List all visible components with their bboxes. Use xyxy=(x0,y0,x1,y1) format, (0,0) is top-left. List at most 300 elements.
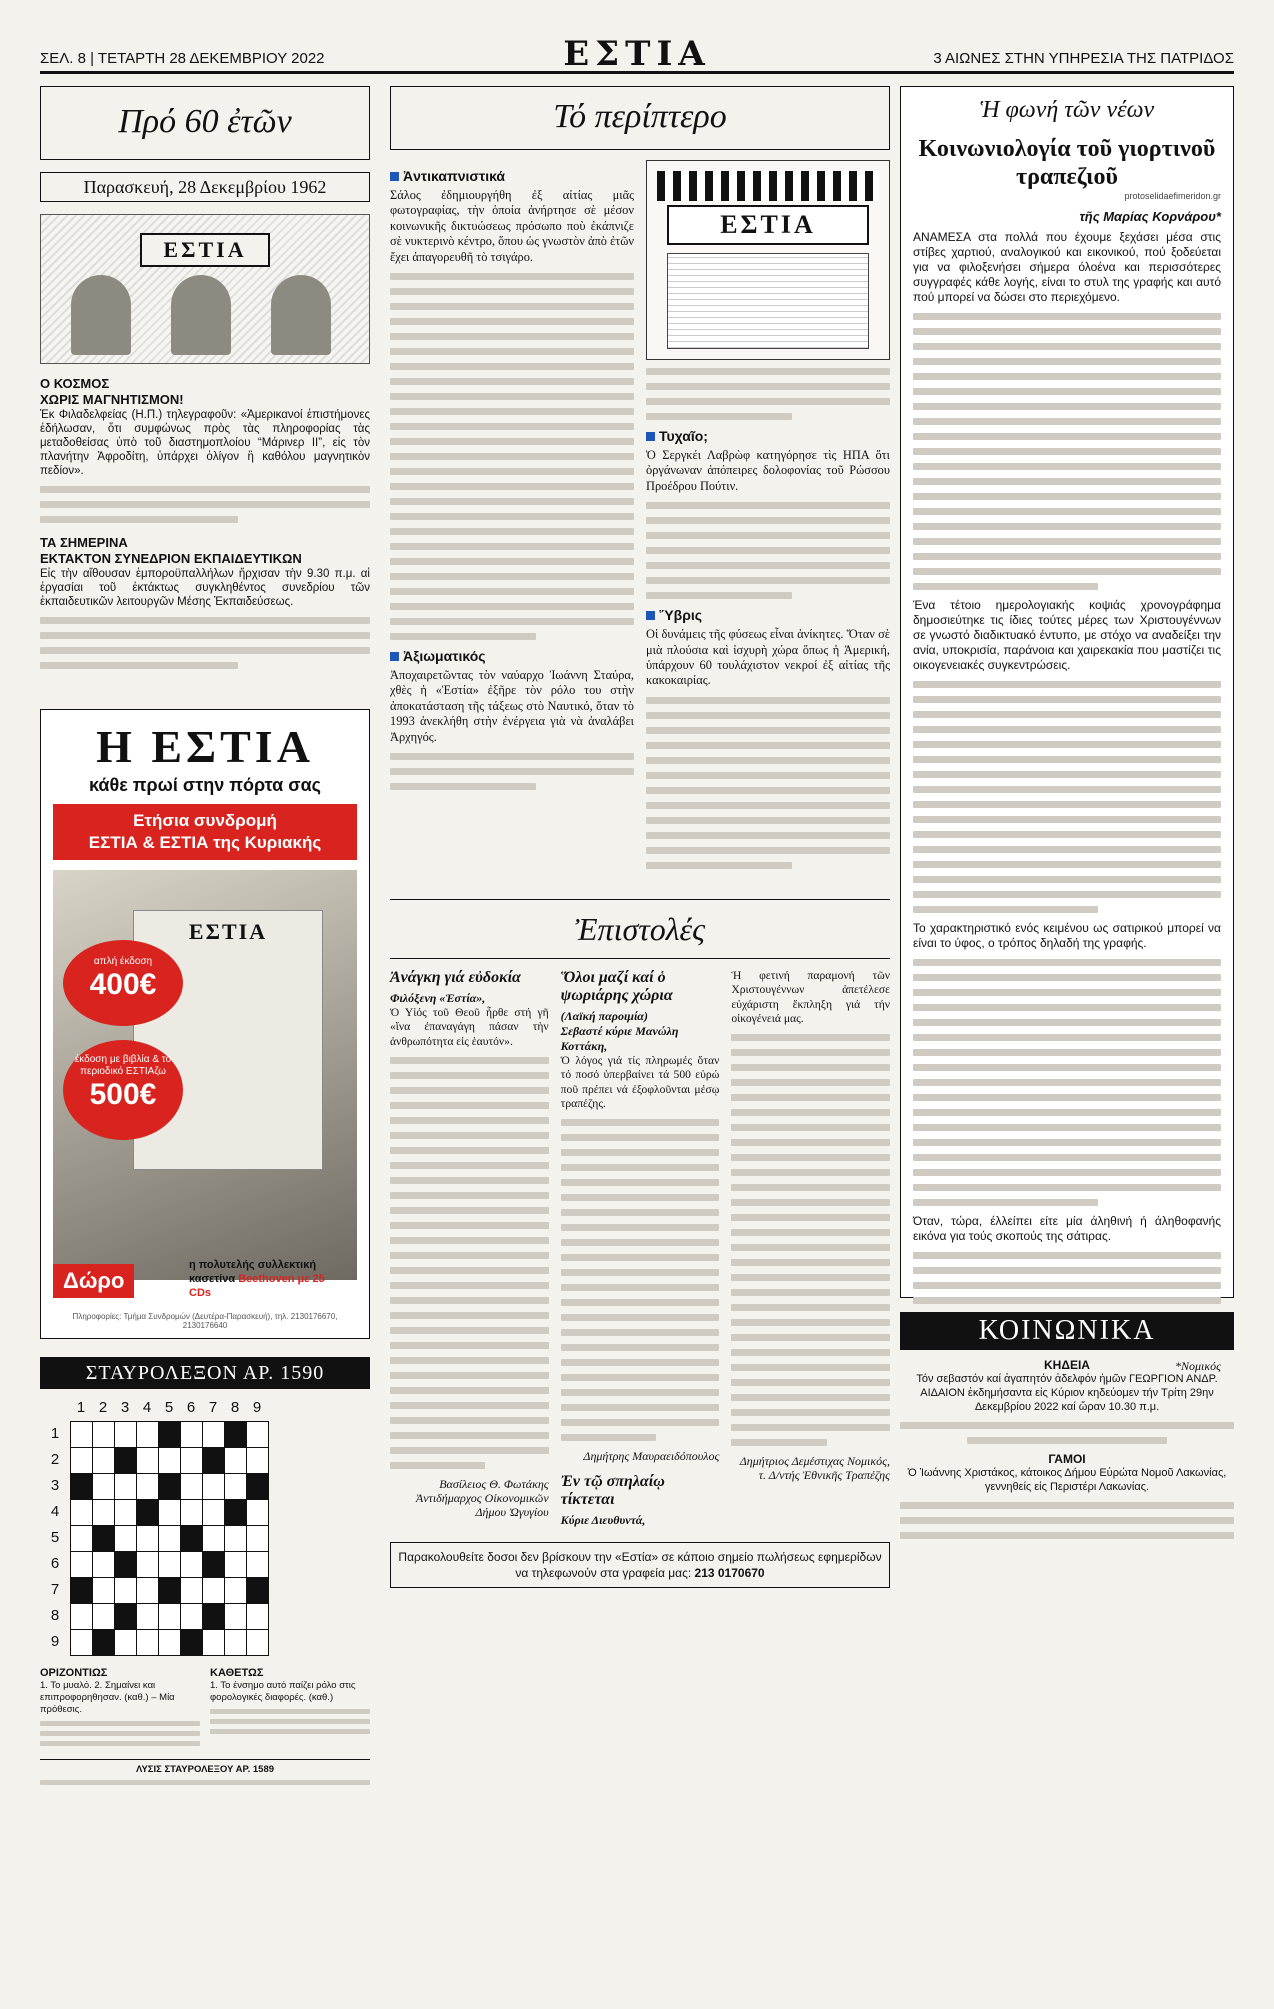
text-placeholder xyxy=(913,786,1221,793)
newspaper-motto: 3 ΑΙΩΝΕΣ ΣΤΗΝ ΥΠΗΡΕΣΙΑ ΤΗΣ ΠΑΤΡΙΔΟΣ xyxy=(933,50,1234,67)
kiosk-s2-label: Ἀξιωματικός xyxy=(403,648,486,665)
text-placeholder xyxy=(390,633,536,640)
price-value: 500€ xyxy=(89,1078,157,1111)
crossword-cell[interactable] xyxy=(180,1473,203,1500)
text-placeholder xyxy=(561,1224,720,1231)
letter-2 xyxy=(561,969,720,1529)
column-number: 1 xyxy=(76,1399,86,1416)
text-placeholder xyxy=(561,1314,720,1321)
pro60-item2-body: Εἰς τὴν αἴθουσαν ἐμποροϋπαλλήλων ἤρχισαν τὴν 9.30 π.μ. αἱ ἐργασίαι τοῦ ἐκτάκτως συγκληθέντος συνεδρίου τῶν ἐκπαιδευτικῶν λειτουργῶν Μέσης Ἐκπαιδεύσεως. xyxy=(40,568,370,608)
text-placeholder xyxy=(561,1149,720,1156)
text-placeholder xyxy=(390,1357,549,1364)
crossword-cell[interactable] xyxy=(224,1525,247,1552)
column-number: 5 xyxy=(164,1399,174,1416)
text-placeholder xyxy=(913,523,1221,530)
crossword-block xyxy=(246,1577,269,1604)
text-placeholder xyxy=(913,861,1221,868)
engraving-banner: ΕΣΤΙΑ xyxy=(140,233,270,267)
crossword-cell[interactable] xyxy=(202,1421,225,1448)
text-placeholder xyxy=(210,1719,370,1724)
crossword-cell[interactable] xyxy=(180,1447,203,1474)
text-placeholder xyxy=(561,1404,720,1411)
text-placeholder xyxy=(731,1184,890,1191)
kiosk-illustration xyxy=(646,160,890,360)
text-placeholder xyxy=(646,383,890,390)
crossword-cell[interactable] xyxy=(70,1499,93,1526)
funeral-heading: ΚΗΔΕΙΑ xyxy=(1044,1358,1090,1372)
text-placeholder xyxy=(913,1004,1221,1011)
kiosk-s2-title xyxy=(390,648,634,664)
letter2-body: Ὁ λόγος γιά τίς πληρωμές ὅταν τό ποσό ὑπερβαίνει τά 500 εὐρώ ποῦ πρέπει νά ἐξοφλοῦνται μέσῳ τραπέζης. xyxy=(560,1053,720,1111)
crossword-cell[interactable] xyxy=(136,1603,159,1630)
text-placeholder xyxy=(900,1532,1234,1539)
text-placeholder xyxy=(731,1034,890,1041)
text-placeholder xyxy=(900,1502,1234,1509)
crossword-cell[interactable] xyxy=(224,1551,247,1578)
letters-body xyxy=(390,969,890,1529)
crossword-cell[interactable] xyxy=(70,1551,93,1578)
crossword-cell[interactable] xyxy=(246,1525,269,1552)
text-placeholder xyxy=(731,1214,890,1221)
pro60-item2-head2: ΕΚΤΑΚΤΟΝ ΣΥΝΕΔΡΙΟΝ ΕΚΠΑΙΔΕΥΤΙΚΩΝ xyxy=(40,551,302,566)
text-placeholder xyxy=(646,502,890,509)
text-placeholder xyxy=(561,1344,720,1351)
crossword-cell[interactable] xyxy=(224,1629,247,1656)
row-number: 8 xyxy=(50,1607,60,1624)
text-placeholder xyxy=(646,577,890,584)
crossword-cell[interactable] xyxy=(202,1577,225,1604)
crossword-cell[interactable] xyxy=(158,1603,181,1630)
kiosk-body xyxy=(390,160,890,877)
row-number: 5 xyxy=(50,1529,60,1546)
crossword-cell[interactable] xyxy=(114,1499,137,1526)
text-placeholder xyxy=(731,1364,890,1371)
text-placeholder xyxy=(390,1072,549,1079)
crossword-block xyxy=(136,1499,159,1526)
crossword-cell[interactable] xyxy=(180,1499,203,1526)
text-placeholder xyxy=(40,617,370,624)
ad-band-line1: Ετήσια συνδρομή xyxy=(133,811,277,830)
crossword-grid[interactable] xyxy=(40,1395,370,1655)
text-placeholder xyxy=(390,1177,549,1184)
notice-text: Παρακολουθείτε δοσοι δεν βρίσκουν την «Εστία» σε κάποιο σημείο πωλήσεως εφημερίδων να τηλεφωνούν στα γραφεία μας: xyxy=(398,1550,882,1581)
text-placeholder xyxy=(40,647,370,654)
text-placeholder xyxy=(40,501,370,508)
crossword-cell[interactable] xyxy=(92,1603,115,1630)
crossword-cell[interactable] xyxy=(158,1629,181,1656)
subscription-ad[interactable] xyxy=(40,709,370,1339)
pro60-item1-head1: Ο ΚΟΣΜΟΣ xyxy=(40,376,110,391)
text-placeholder xyxy=(561,1299,720,1306)
clues-across xyxy=(40,1667,200,1751)
crossword-cell[interactable] xyxy=(180,1603,203,1630)
text-placeholder xyxy=(731,1124,890,1131)
social-title: ΚΟΙΝΩΝΙΚΑ xyxy=(900,1312,1234,1350)
row-number: 9 xyxy=(50,1633,60,1650)
letter3-salute: Κύριε Διευθυντά, xyxy=(560,1513,646,1528)
text-placeholder xyxy=(390,1327,549,1334)
text-placeholder xyxy=(390,558,634,565)
crossword-cell[interactable] xyxy=(70,1603,93,1630)
text-placeholder xyxy=(646,517,890,524)
left-column xyxy=(40,86,370,1789)
text-placeholder xyxy=(646,772,890,779)
text-placeholder xyxy=(390,1387,549,1394)
clues-down xyxy=(210,1667,370,1751)
text-placeholder xyxy=(390,333,634,340)
text-placeholder xyxy=(913,1199,1098,1206)
text-placeholder xyxy=(646,413,792,420)
social-section xyxy=(900,1312,1234,1539)
crossword-block xyxy=(180,1525,203,1552)
voice-para4: Όταν, τώρα, έλλείπει είτε μία άληθινή ή άληθοφανής εικόνα για τούς σκοπούς της σάτιρας. xyxy=(913,1214,1221,1243)
text-placeholder xyxy=(646,832,890,839)
text-placeholder xyxy=(731,1154,890,1161)
crossword-block xyxy=(92,1629,115,1656)
letter2-salute: Σεβαστέ κύριε Μανώλη Κοττάκη, xyxy=(560,1023,679,1053)
crossword-cell[interactable] xyxy=(224,1577,247,1604)
pro60-item2-head1: ΤΑ ΣΗΜΕΡΙΝΑ xyxy=(40,535,128,550)
text-placeholder xyxy=(913,373,1221,380)
ad-band xyxy=(53,804,357,860)
crossword-cell[interactable] xyxy=(136,1577,159,1604)
column-number: 7 xyxy=(208,1399,218,1416)
voice-kicker: Ἡ φωνή τῶν νέων xyxy=(979,97,1155,123)
letter-3 xyxy=(731,969,890,1529)
crossword-cell[interactable] xyxy=(92,1551,115,1578)
crossword-block xyxy=(158,1421,181,1448)
voice-para3: Το χαρακτηριστικό ενός κειμένου ως σατιρικού μπορεί να είναι το ύφος, ο τρόπος δηλαδή της γραφής. xyxy=(913,921,1221,950)
kiosk-sign: ΕΣΤΙΑ xyxy=(667,205,869,245)
text-placeholder xyxy=(561,1359,720,1366)
crossword-block xyxy=(114,1447,137,1474)
text-placeholder xyxy=(390,1252,549,1259)
crossword-cell[interactable] xyxy=(136,1473,159,1500)
crossword-block xyxy=(202,1447,225,1474)
text-placeholder xyxy=(646,787,890,794)
text-placeholder xyxy=(731,1334,890,1341)
text-placeholder xyxy=(390,1432,549,1439)
crossword-cell[interactable] xyxy=(136,1525,159,1552)
crossword-cell[interactable] xyxy=(136,1629,159,1656)
text-placeholder xyxy=(913,403,1221,410)
ad-slogan: κάθε πρωί στην πόρτα σας xyxy=(88,775,321,795)
text-placeholder xyxy=(390,1207,549,1214)
row-number: 4 xyxy=(50,1503,60,1520)
text-placeholder xyxy=(390,1087,549,1094)
text-placeholder xyxy=(390,1402,549,1409)
text-placeholder xyxy=(40,632,370,639)
newspaper-title: ΕΣΤΙΑ xyxy=(563,34,711,74)
crossword-cell[interactable] xyxy=(92,1421,115,1448)
text-placeholder xyxy=(561,1239,720,1246)
price-badge-premium xyxy=(63,1040,183,1140)
crossword-cell[interactable] xyxy=(246,1421,269,1448)
price-label: έκδοση με βιβλία & το περιοδικό ΕΣΤΙΑζω xyxy=(74,1054,172,1077)
crossword-cell[interactable] xyxy=(92,1577,115,1604)
crossword-block xyxy=(70,1577,93,1604)
text-placeholder xyxy=(390,1312,549,1319)
crossword-cell[interactable] xyxy=(136,1447,159,1474)
across-clue-text: 1. Το μυαλό. 2. Σημαίνει και επιπροφορηθησαν. (καθ.) – Μία πρόθεσις. xyxy=(40,1680,175,1715)
text-placeholder xyxy=(40,1780,370,1785)
crossword-cell[interactable] xyxy=(246,1499,269,1526)
text-placeholder xyxy=(913,478,1221,485)
crossword-cell[interactable] xyxy=(158,1525,181,1552)
crossword-cell[interactable] xyxy=(70,1525,93,1552)
crossword-block xyxy=(202,1551,225,1578)
text-placeholder xyxy=(913,974,1221,981)
text-placeholder xyxy=(561,1194,720,1201)
crossword-cell[interactable] xyxy=(202,1525,225,1552)
text-placeholder xyxy=(913,1064,1221,1071)
crossword-cell[interactable] xyxy=(224,1447,247,1474)
middle-column xyxy=(390,86,890,1588)
text-placeholder xyxy=(913,1094,1221,1101)
kiosk-s3-title xyxy=(646,428,890,444)
pro60-item1-heading xyxy=(40,376,370,408)
crossword-cell[interactable] xyxy=(114,1473,137,1500)
kiosk-s1-label: Ἀντικαπνιστικά xyxy=(403,168,506,184)
crossword-cell[interactable] xyxy=(92,1499,115,1526)
text-placeholder xyxy=(731,1064,890,1071)
text-placeholder xyxy=(913,711,1221,718)
text-placeholder xyxy=(900,1422,1234,1429)
crossword-title: ΣΤΑΥΡΟΛΕΞΟΝ ΑΡ. 1590 xyxy=(40,1357,370,1389)
text-placeholder xyxy=(913,891,1221,898)
kiosk-s1-body: Σάλος ἐδημιουργήθη ἐξ αἰτίας μιᾶς φωτογραφίας, τὴν ὁποία ἀνήρτησε σὲ μέσον κοινωνικῆς δικτυώσεως πρόσωπο ποὺ ἐκάπνιζε σὲ νυκτερινὸ κέντρο, ὅπου ὡς γνωστὸν ἀπὸ ἐτῶν ἔχει ἀπαγορευθῆ τὸ τσιγάρο. xyxy=(390,188,634,264)
crossword-cell[interactable] xyxy=(158,1447,181,1474)
crossword-cell[interactable] xyxy=(246,1447,269,1474)
text-placeholder xyxy=(731,1199,890,1206)
text-placeholder xyxy=(390,498,634,505)
text-placeholder xyxy=(913,756,1221,763)
text-placeholder xyxy=(913,553,1221,560)
text-placeholder xyxy=(646,697,890,704)
crossword-block xyxy=(224,1499,247,1526)
crossword-solution xyxy=(40,1759,370,1785)
text-placeholder xyxy=(390,543,634,550)
engraving-figure xyxy=(271,275,331,355)
crossword-cell[interactable] xyxy=(158,1551,181,1578)
text-placeholder xyxy=(913,1139,1221,1146)
source-watermark: protoselidaefimeridon.gr xyxy=(1124,191,1221,201)
gift-description xyxy=(189,1258,349,1300)
letter2-signature: Δημήτρης Μαυραειδόπουλος xyxy=(583,1449,720,1464)
text-placeholder xyxy=(210,1709,370,1714)
text-placeholder xyxy=(390,318,634,325)
crossword-cell[interactable] xyxy=(246,1629,269,1656)
text-placeholder xyxy=(390,1342,549,1349)
text-placeholder xyxy=(646,547,890,554)
crossword-cell[interactable] xyxy=(136,1421,159,1448)
text-placeholder xyxy=(561,1329,720,1336)
crossword-cell[interactable] xyxy=(70,1421,93,1448)
text-placeholder xyxy=(646,562,890,569)
text-placeholder xyxy=(913,846,1221,853)
text-placeholder xyxy=(561,1209,720,1216)
text-placeholder xyxy=(390,1162,549,1169)
contact-notice xyxy=(390,1542,890,1588)
kiosk-left xyxy=(390,160,634,877)
crossword-block xyxy=(70,1473,93,1500)
text-placeholder xyxy=(390,483,634,490)
text-placeholder xyxy=(390,1057,549,1064)
text-placeholder xyxy=(913,1019,1221,1026)
crossword-cell[interactable] xyxy=(114,1421,137,1448)
text-placeholder xyxy=(561,1134,720,1141)
crossword-cell[interactable] xyxy=(224,1603,247,1630)
text-placeholder xyxy=(646,712,890,719)
crossword-cell[interactable] xyxy=(202,1473,225,1500)
text-placeholder xyxy=(913,1252,1221,1259)
text-placeholder xyxy=(731,1274,890,1281)
text-placeholder xyxy=(561,1119,720,1126)
text-placeholder xyxy=(646,592,792,599)
text-placeholder xyxy=(913,959,1221,966)
text-placeholder xyxy=(731,1349,890,1356)
engraving-figure xyxy=(171,275,231,355)
text-placeholder xyxy=(913,493,1221,500)
text-placeholder xyxy=(731,1424,890,1431)
text-placeholder xyxy=(731,1244,890,1251)
crossword-cell[interactable] xyxy=(158,1499,181,1526)
row-number: 3 xyxy=(50,1477,60,1494)
text-placeholder xyxy=(913,816,1221,823)
crossword-cell[interactable] xyxy=(70,1629,93,1656)
text-placeholder xyxy=(561,1254,720,1261)
crossword-cell[interactable] xyxy=(180,1551,203,1578)
text-placeholder xyxy=(900,1517,1234,1524)
text-placeholder xyxy=(390,1447,549,1454)
kiosk-title: Τό περίπτερο xyxy=(390,86,890,150)
crossword-cell[interactable] xyxy=(246,1551,269,1578)
column-number: 9 xyxy=(252,1399,262,1416)
letter1-body: Ὁ Υἱός τοῦ Θεοῦ ἦρθε στή γῆ «ἵνα ἐπαναγάγη πάσαν τὴν ἀνθρωπότητα εἰς ἑαυτόν». xyxy=(390,1005,549,1048)
kiosk-s3-label: Τυχαῖο; xyxy=(659,428,708,444)
text-placeholder xyxy=(390,408,634,415)
crossword-clues xyxy=(40,1667,370,1751)
text-placeholder xyxy=(646,862,792,869)
crossword-cell[interactable] xyxy=(246,1603,269,1630)
text-placeholder xyxy=(913,1154,1221,1161)
solution-head: ΛΥΣΙΣ ΣΤΑΥΡΟΛΕΞΟΥ ΑΡ. 1589 xyxy=(135,1764,275,1775)
letter2-title: Ὅλοι μαζί καί ὁ ψωριάρης χώρια xyxy=(560,968,673,1004)
text-placeholder xyxy=(561,1419,720,1426)
text-placeholder xyxy=(913,696,1221,703)
text-placeholder xyxy=(913,1169,1221,1176)
crossword-cell[interactable] xyxy=(202,1629,225,1656)
price-value: 400€ xyxy=(89,968,157,1001)
text-placeholder xyxy=(390,468,634,475)
text-placeholder xyxy=(913,448,1221,455)
notice-phone[interactable]: 213 0170670 xyxy=(694,1566,765,1581)
text-placeholder xyxy=(390,1417,549,1424)
pro60-title: Πρό 60 ἐτῶν xyxy=(40,86,370,160)
text-placeholder xyxy=(913,1297,1221,1304)
kiosk-s4-label: Ὕβρις xyxy=(659,607,703,624)
text-placeholder xyxy=(913,876,1221,883)
text-placeholder xyxy=(390,1147,549,1154)
text-placeholder xyxy=(913,388,1221,395)
text-placeholder xyxy=(731,1079,890,1086)
ad-band-line2: ΕΣΤΙΑ & ΕΣΤΙΑ της Κυριακής xyxy=(88,833,322,852)
text-placeholder xyxy=(390,393,634,400)
crossword-cell[interactable] xyxy=(180,1421,203,1448)
text-placeholder xyxy=(210,1729,370,1734)
right-column xyxy=(900,86,1234,1547)
text-placeholder xyxy=(913,508,1221,515)
letter2-subtitle: (Λαϊκή παροιμία) xyxy=(560,1008,648,1023)
byline-author: τῆς Μαρίας Κορνάρου* xyxy=(1079,209,1221,224)
crossword-cell[interactable] xyxy=(114,1629,137,1656)
text-placeholder xyxy=(913,343,1221,350)
crossword-cell[interactable] xyxy=(92,1447,115,1474)
text-placeholder xyxy=(913,1049,1221,1056)
crossword-cell[interactable] xyxy=(224,1473,247,1500)
text-placeholder xyxy=(390,603,634,610)
column-number: 4 xyxy=(142,1399,152,1416)
crossword-cell[interactable] xyxy=(136,1551,159,1578)
crossword-block xyxy=(158,1473,181,1500)
text-placeholder xyxy=(40,1731,200,1736)
kiosk-papers xyxy=(667,253,869,349)
text-placeholder xyxy=(913,418,1221,425)
bullet-square-icon xyxy=(390,172,399,181)
text-placeholder xyxy=(731,1439,826,1446)
crossword-cell[interactable] xyxy=(92,1473,115,1500)
letter1-title: Ἀνάγκη γιά εὐδοκία xyxy=(390,968,521,986)
ad-logo: Η ΕΣΤΙΑ xyxy=(96,721,314,772)
text-placeholder xyxy=(913,726,1221,733)
text-placeholder xyxy=(390,1102,549,1109)
text-placeholder xyxy=(731,1304,890,1311)
text-placeholder xyxy=(561,1389,720,1396)
kiosk-s4-body: Οἱ δυνάμεις τῆς φύσεως εἶναι ἀνίκητες. Ὅταν σὲ μιὰ πλούσια καὶ ἰσχυρὴ χώρα ὅπως ἡ Ἀμερική, ὑπάρχουν 60 τουλάχιστον νεκροί ἐξ αἰτίας τῆς κακοκαιρίας. xyxy=(646,627,890,688)
crossword-cell[interactable] xyxy=(114,1525,137,1552)
crossword-cell[interactable] xyxy=(114,1577,137,1604)
ad-footer: Πληροφορίες: Τμήμα Συνδρομών (Δευτέρα-Παρασκευή), τηλ. 2130176670, 2130176640 xyxy=(72,1312,338,1330)
text-placeholder xyxy=(390,1192,549,1199)
crossword-cell[interactable] xyxy=(180,1577,203,1604)
text-placeholder xyxy=(913,433,1221,440)
text-placeholder xyxy=(390,528,634,535)
row-number: 7 xyxy=(50,1581,60,1598)
ad-paper-title: ΕΣΤΙΑ xyxy=(188,919,268,944)
masthead xyxy=(40,34,1234,74)
text-placeholder xyxy=(390,513,634,520)
letter3-body: Ἡ φετινή παραμονή τῶν Χριστουγέννων ἀπετέλεσε εὐχάριστη ἔκπληξη γιά τήν οἰκογένειά μας. xyxy=(731,968,891,1026)
pro60-item2-heading xyxy=(40,535,370,567)
crossword-cell[interactable] xyxy=(70,1447,93,1474)
kiosk-s1-title xyxy=(390,168,634,184)
text-placeholder xyxy=(390,588,634,595)
crossword-cell[interactable] xyxy=(202,1499,225,1526)
text-placeholder xyxy=(646,817,890,824)
text-placeholder xyxy=(390,1267,549,1274)
ad-newspaper-image xyxy=(133,910,323,1170)
text-placeholder xyxy=(390,438,634,445)
crossword-block xyxy=(202,1603,225,1630)
voice-para2: Ένα τέτοιο ημερολογιακής κοψιάς χρονογράφημα δημοσιεύτηκε τις ίδιες τούτες μέρες των Χριστουγέννων σε γνωστό διαδικτυακό έντυπο, με στόχο να αναδείξει την ανία, υποκρισία, παράνοια και χαιρεκακία που μαστίζει τις οικογενειακές συγκεντρώσεις. xyxy=(913,598,1221,672)
crossword-block xyxy=(246,1473,269,1500)
text-placeholder xyxy=(731,1394,890,1401)
text-placeholder xyxy=(390,273,634,280)
page-date: ΣΕΛ. 8 | ΤΕΤΑΡΤΗ 28 ΔΕΚΕΜΒΡΙΟΥ 2022 xyxy=(40,50,325,67)
text-placeholder xyxy=(561,1284,720,1291)
voice-signoff: *Νομικός xyxy=(1175,1359,1221,1373)
text-placeholder xyxy=(913,1124,1221,1131)
